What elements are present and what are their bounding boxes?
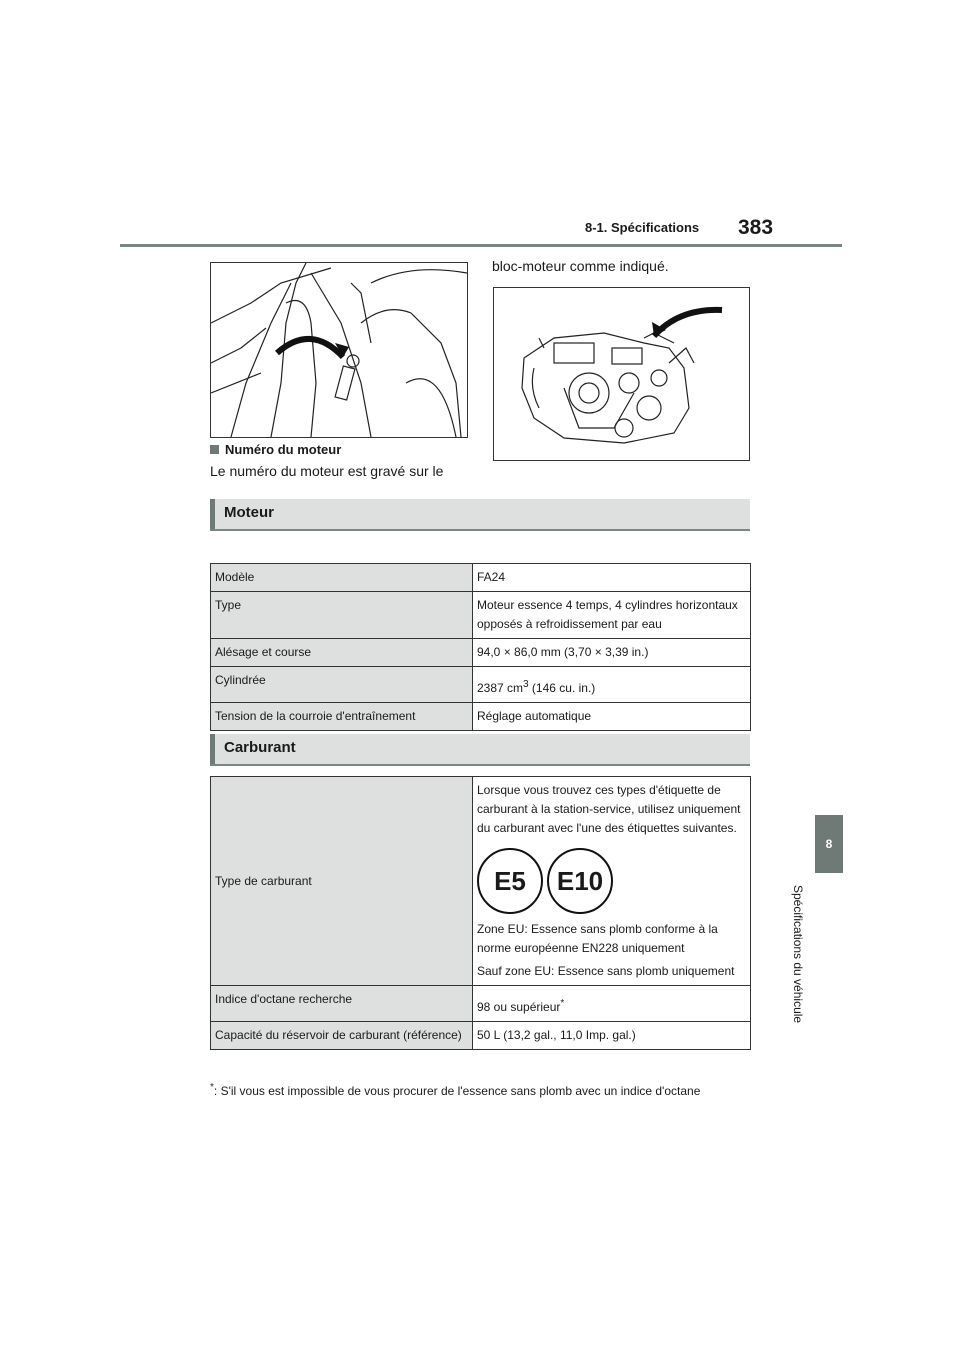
table-value: Moteur essence 4 temps, 4 cylindres horizontaux opposés à refroidissement par eau <box>473 592 751 639</box>
table-value: 94,0 × 86,0 mm (3,70 × 3,39 in.) <box>473 639 751 667</box>
fuel-non-eu-text: Sauf zone EU: Essence sans plomb uniquement <box>477 964 735 978</box>
fuel-label-e5: E5 <box>477 848 543 914</box>
engine-number-text-right: bloc-moteur comme indiqué. <box>492 258 669 274</box>
fuel-eu-text: Zone EU: Essence sans plomb conforme à la norme européenne EN228 uniquement <box>477 922 718 955</box>
table-value: 50 L (13,2 gal., 11,0 Imp. gal.) <box>473 1022 751 1050</box>
moteur-section-bar <box>210 499 750 531</box>
table-key: Type de carburant <box>211 777 473 986</box>
moteur-table <box>210 563 751 731</box>
chapter-label: Spécifications du véhicule <box>791 885 805 1024</box>
page-number: 383 <box>738 216 774 239</box>
fuel-type-intro: Lorsque vous trouvez ces types d'étiquette de carburant à la station-service, utilisez uniquement du carburant avec l'une des étiquettes suivantes. <box>477 783 741 835</box>
displacement-superscript: 3 <box>523 679 529 690</box>
engine-block-illustration <box>493 287 750 461</box>
table-value <box>473 667 751 703</box>
table-key: Type <box>211 592 473 639</box>
engine-number-heading-text: Numéro du moteur <box>225 442 342 457</box>
engine-bay-drawing <box>211 263 467 437</box>
fuel-label-badges <box>477 848 746 914</box>
carburant-section-title: Carburant <box>224 739 296 756</box>
table-row <box>211 703 751 731</box>
section-title: 8-1. Spécifications <box>585 220 700 235</box>
fuel-type-value <box>473 777 751 986</box>
bullet-square-icon <box>210 445 219 454</box>
table-value <box>473 986 751 1022</box>
chapter-side-label <box>783 885 813 1045</box>
footnote-mark: * <box>210 1082 214 1093</box>
octane-footnote-mark: * <box>560 998 565 1009</box>
header-rule <box>120 244 842 247</box>
engine-bay-illustration <box>210 262 468 438</box>
table-row <box>211 639 751 667</box>
octane-value: 98 ou supérieur <box>477 1000 561 1014</box>
table-row <box>211 986 751 1022</box>
table-value: FA24 <box>473 564 751 592</box>
table-row <box>211 777 751 986</box>
table-key: Tension de la courroie d'entraînement <box>211 703 473 731</box>
table-row <box>211 592 751 639</box>
chapter-tab <box>815 815 843 873</box>
table-value: Réglage automatique <box>473 703 751 731</box>
carburant-bar-accent <box>210 734 215 764</box>
engine-block-drawing <box>494 288 749 460</box>
table-key: Cylindrée <box>211 667 473 703</box>
chapter-number: 8 <box>825 837 833 851</box>
displacement-value-rest: (146 cu. in.) <box>528 681 596 695</box>
engine-number-text-left: Le numéro du moteur est gravé sur le <box>210 463 444 479</box>
table-row <box>211 667 751 703</box>
fuel-label-e10: E10 <box>547 848 613 914</box>
carburant-table <box>210 776 751 1050</box>
displacement-value: 2387 cm <box>477 681 524 695</box>
engine-number-heading <box>210 442 341 457</box>
table-key: Modèle <box>211 564 473 592</box>
table-key: Capacité du réservoir de carburant (référence) <box>211 1022 473 1050</box>
footnote-text: : S'il vous est impossible de vous procurer de l'essence sans plomb avec un indice d'octane <box>213 1084 701 1098</box>
carburant-section-bar <box>210 734 750 766</box>
footnote <box>210 1082 700 1098</box>
table-key: Indice d'octane recherche <box>211 986 473 1022</box>
table-key: Alésage et course <box>211 639 473 667</box>
moteur-bar-accent <box>210 499 215 529</box>
moteur-section-title: Moteur <box>224 504 274 521</box>
table-row <box>211 1022 751 1050</box>
table-row <box>211 564 751 592</box>
